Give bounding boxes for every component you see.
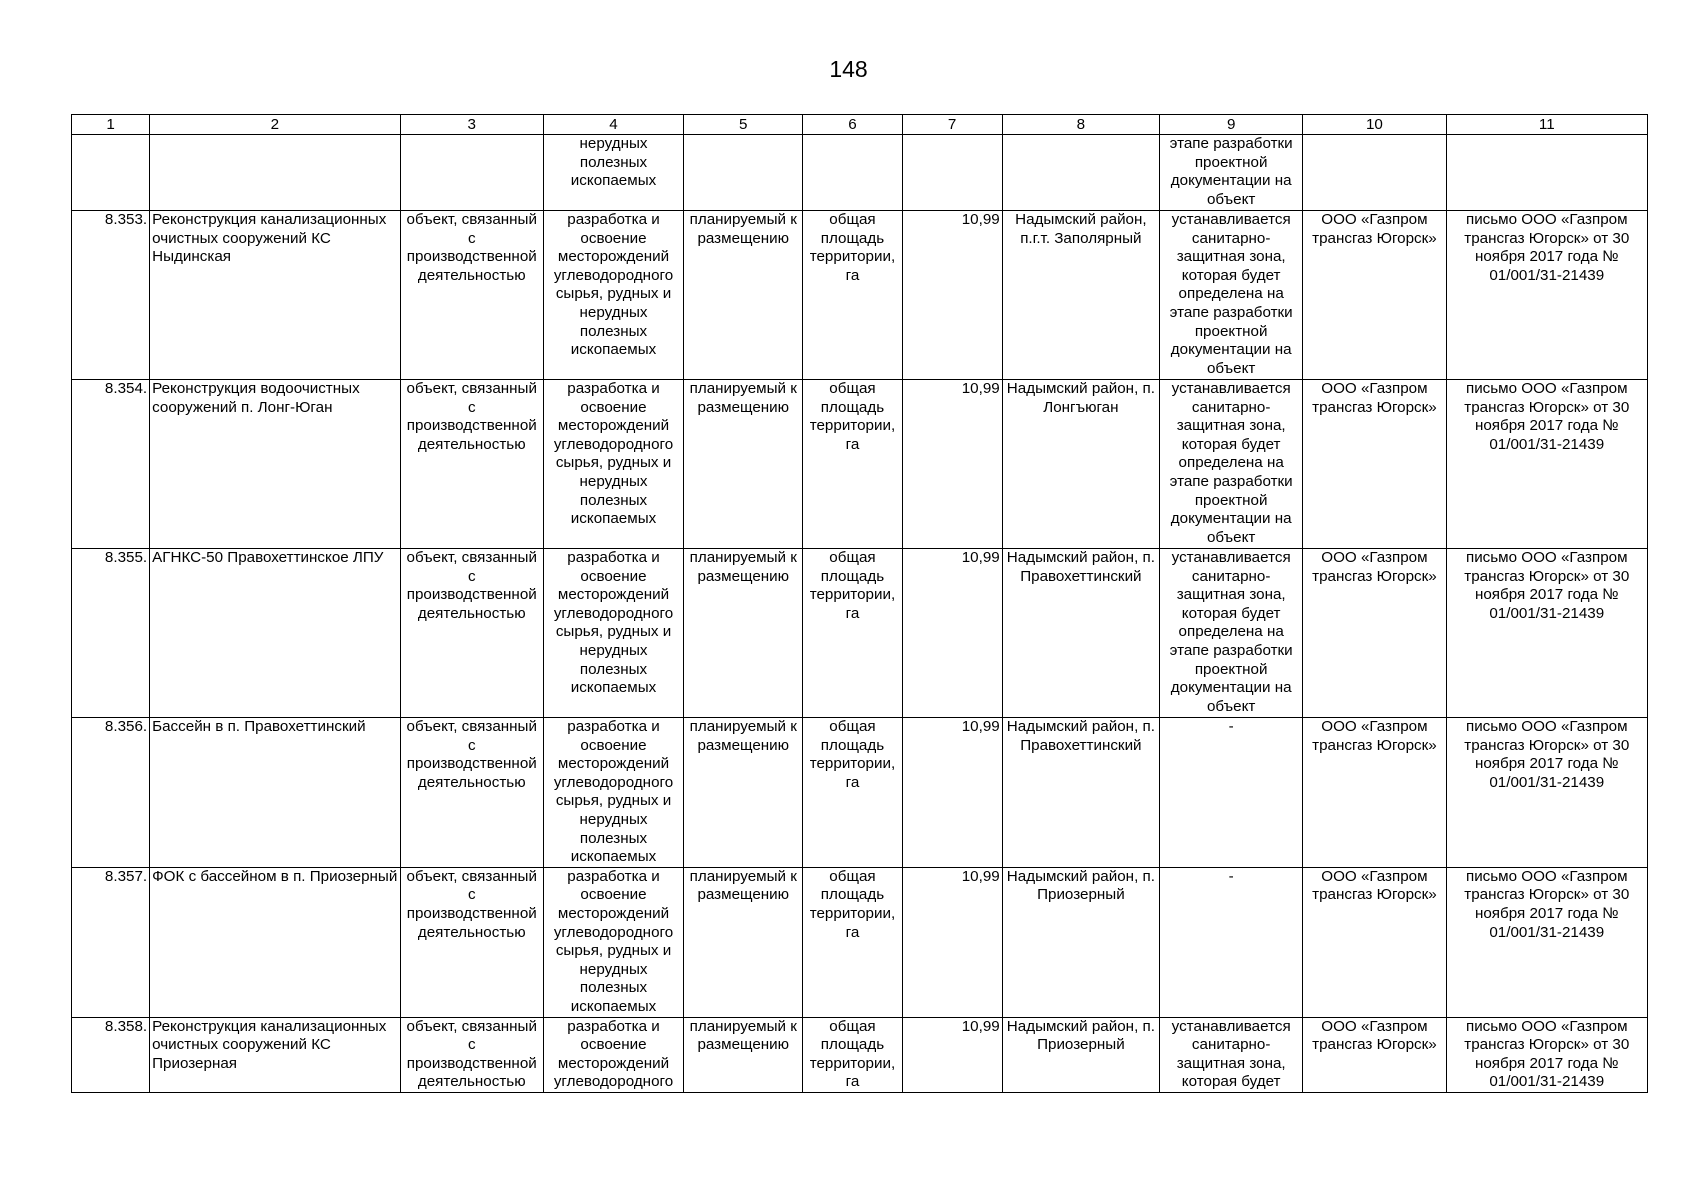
column-header: 4 [543,115,683,135]
column-header: 9 [1160,115,1303,135]
parameter-cell: общая площадь территории, га [803,867,902,1017]
basis-cell: письмо ООО «Газпром трансгаз Югорск» от 30 ноября 2017 года № 01/001/31-21439 [1446,211,1647,380]
location-cell: Надымский район, п. Приозерный [1002,867,1159,1017]
row-number-cell: 8.356. [72,718,150,868]
location-cell: Надымский район, п.г.т. Заполярный [1002,211,1159,380]
purpose-cell: разработка и освоение месторождений углеводородного сырья, рудных и нерудных полезных ископаемых [543,211,683,380]
status-cell: планируемый к размещению [684,211,803,380]
object-name-cell: Бассейн в п. Правохеттинский [150,718,400,868]
zone-cell: - [1160,867,1303,1017]
location-cell: Надымский район, п. Лонгъюган [1002,380,1159,549]
object-name-cell: Реконструкция канализационных очистных сооружений КС Приозерная [150,1017,400,1092]
purpose-cell: разработка и освоение месторождений углеводородного сырья, рудных и нерудных полезных ископаемых [543,718,683,868]
basis-cell: письмо ООО «Газпром трансгаз Югорск» от 30 ноября 2017 года № 01/001/31-21439 [1446,380,1647,549]
table-cell [1002,135,1159,211]
status-cell: планируемый к размещению [684,549,803,718]
zone-cell: - [1160,718,1303,868]
parameter-cell: общая площадь территории, га [803,718,902,868]
value-cell: 10,99 [902,211,1002,380]
column-header: 10 [1303,115,1446,135]
table-cell [400,135,543,211]
row-number-cell: 8.358. [72,1017,150,1092]
status-cell: планируемый к размещению [684,1017,803,1092]
table-row [72,380,1648,549]
parameter-cell: общая площадь территории, га [803,380,902,549]
owner-cell: ООО «Газпром трансгаз Югорск» [1303,549,1446,718]
row-number-cell: 8.353. [72,211,150,380]
table-cell [803,135,902,211]
objects-table [71,114,1648,1093]
location-cell: Надымский район, п. Приозерный [1002,1017,1159,1092]
table-cell [902,135,1002,211]
basis-cell: письмо ООО «Газпром трансгаз Югорск» от 30 ноября 2017 года № 01/001/31-21439 [1446,1017,1647,1092]
object-type-cell: объект, связанный с производственной деятельностью [400,549,543,718]
purpose-cell: разработка и освоение месторождений углеводородного сырья, рудных и нерудных полезных ископаемых [543,867,683,1017]
continuation-row [72,135,1648,211]
value-cell: 10,99 [902,380,1002,549]
table-cell [1303,135,1446,211]
object-name-cell: Реконструкция канализационных очистных сооружений КС Ныдинская [150,211,400,380]
object-name-cell: ФОК с бассейном в п. Приозерный [150,867,400,1017]
value-cell: 10,99 [902,549,1002,718]
object-name-cell: АГНКС-50 Правохеттинское ЛПУ [150,549,400,718]
value-cell: 10,99 [902,1017,1002,1092]
column-header: 11 [1446,115,1647,135]
status-cell: планируемый к размещению [684,718,803,868]
basis-cell: письмо ООО «Газпром трансгаз Югорск» от 30 ноября 2017 года № 01/001/31-21439 [1446,867,1647,1017]
object-type-cell: объект, связанный с производственной деятельностью [400,380,543,549]
column-header: 3 [400,115,543,135]
zone-cell: устанавливается санитарно-защитная зона, которая будет определена на этапе разработки проектной документации на объект [1160,380,1303,549]
owner-cell: ООО «Газпром трансгаз Югорск» [1303,718,1446,868]
object-type-cell: объект, связанный с производственной деятельностью [400,718,543,868]
column-header: 6 [803,115,902,135]
table-cell [1446,135,1647,211]
zone-cell: устанавливается санитарно-защитная зона, которая будет [1160,1017,1303,1092]
status-cell: планируемый к размещению [684,867,803,1017]
object-type-cell: объект, связанный с производственной деятельностью [400,211,543,380]
zone-cell: устанавливается санитарно-защитная зона, которая будет определена на этапе разработки проектной документации на объект [1160,549,1303,718]
object-name-cell: Реконструкция водоочистных сооружений п. Лонг-Юган [150,380,400,549]
table-row [72,1017,1648,1092]
purpose-cell: нерудных полезных ископаемых [543,135,683,211]
table-cell [72,135,150,211]
purpose-cell: разработка и освоение месторождений углеводородного [543,1017,683,1092]
column-header: 7 [902,115,1002,135]
basis-cell: письмо ООО «Газпром трансгаз Югорск» от 30 ноября 2017 года № 01/001/31-21439 [1446,549,1647,718]
row-number-cell: 8.355. [72,549,150,718]
column-header: 8 [1002,115,1159,135]
table-cell [150,135,400,211]
value-cell: 10,99 [902,867,1002,1017]
object-type-cell: объект, связанный с производственной деятельностью [400,867,543,1017]
row-number-cell: 8.357. [72,867,150,1017]
zone-cell: устанавливается санитарно-защитная зона, которая будет определена на этапе разработки проектной документации на объект [1160,211,1303,380]
location-cell: Надымский район, п. Правохеттинский [1002,549,1159,718]
purpose-cell: разработка и освоение месторождений углеводородного сырья, рудных и нерудных полезных ископаемых [543,380,683,549]
column-header: 1 [72,115,150,135]
owner-cell: ООО «Газпром трансгаз Югорск» [1303,1017,1446,1092]
value-cell: 10,99 [902,718,1002,868]
column-header: 5 [684,115,803,135]
location-cell: Надымский район, п. Правохеттинский [1002,718,1159,868]
owner-cell: ООО «Газпром трансгаз Югорск» [1303,380,1446,549]
table-cell [684,135,803,211]
column-number-row [72,115,1648,135]
parameter-cell: общая площадь территории, га [803,211,902,380]
table-row [72,867,1648,1017]
table-row [72,211,1648,380]
table-row [72,718,1648,868]
row-number-cell: 8.354. [72,380,150,549]
basis-cell: письмо ООО «Газпром трансгаз Югорск» от 30 ноября 2017 года № 01/001/31-21439 [1446,718,1647,868]
column-header: 2 [150,115,400,135]
page-number: 148 [829,56,868,82]
parameter-cell: общая площадь территории, га [803,549,902,718]
zone-cell: этапе разработки проектной документации на объект [1160,135,1303,211]
object-type-cell: объект, связанный с производственной деятельностью [400,1017,543,1092]
purpose-cell: разработка и освоение месторождений углеводородного сырья, рудных и нерудных полезных ископаемых [543,549,683,718]
status-cell: планируемый к размещению [684,380,803,549]
owner-cell: ООО «Газпром трансгаз Югорск» [1303,211,1446,380]
table-row [72,549,1648,718]
parameter-cell: общая площадь территории, га [803,1017,902,1092]
owner-cell: ООО «Газпром трансгаз Югорск» [1303,867,1446,1017]
